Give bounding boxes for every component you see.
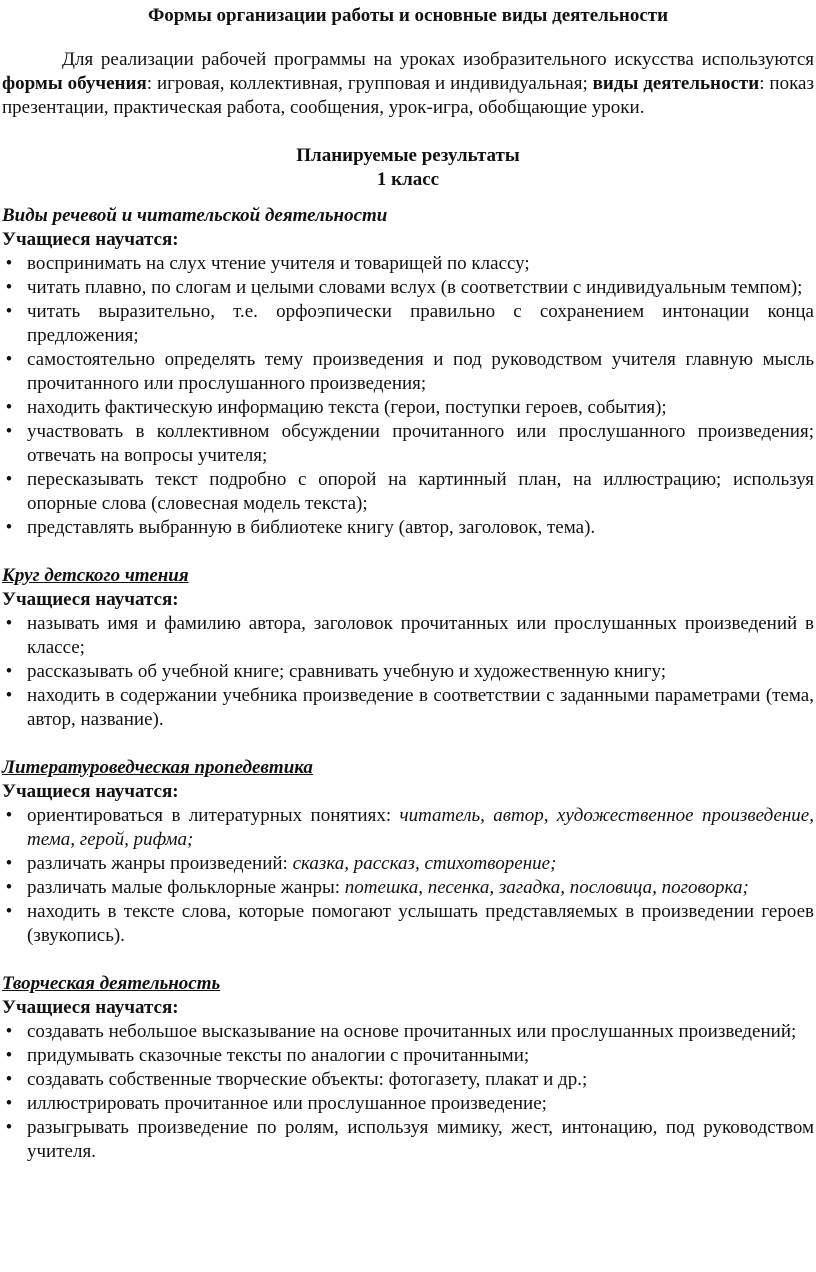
list-item-text: пересказывать текст подробно с опорой на картинный план, на иллюстрацию; используя опорные слова (словесная модель текста);: [27, 469, 814, 514]
bullet-icon: •: [5, 1117, 13, 1138]
list-item-text: находить фактическую информацию текста (герои, поступки героев, события);: [27, 397, 667, 418]
section-literary-propaedeutics: [2, 756, 814, 948]
list-item: [2, 660, 814, 684]
bullet-list: [2, 1020, 814, 1164]
list-item: [2, 900, 814, 948]
grade-label: 1 класс: [376, 169, 440, 190]
section-children-reading: [2, 564, 814, 732]
section-title: Творческая деятельность: [2, 973, 221, 994]
list-item: [2, 252, 814, 276]
list-item: [2, 684, 814, 732]
list-item-italic-terms: читатель, автор, художественное произведение, тема, герой, рифма;: [27, 805, 814, 850]
list-item-text: ориентироваться в литературных понятиях:: [27, 805, 400, 826]
intro-bold-activities: виды деятельности: [592, 73, 760, 94]
list-item-text: придумывать сказочные тексты по аналогии с прочитанными;: [27, 1045, 530, 1066]
section-title: Круг детского чтения: [2, 565, 189, 586]
list-item-text: читать выразительно, т.е. орфоэпически правильно с сохранением интонации конца предложения;: [27, 301, 814, 346]
intro-text-2: : игровая, коллективная, групповая и индивидуальная;: [146, 73, 593, 94]
list-item-text: участвовать в коллективном обсуждении прочитанного или прослушанного произведения; отвечать на вопросы учителя;: [27, 421, 814, 466]
intro-text-3: : показ презентации, практическая работа, сообщения, урок-игра, обобщающие уроки.: [2, 73, 814, 118]
list-item: [2, 420, 814, 468]
list-item-text: находить в тексте слова, которые помогают услышать представляемых в произведении героев (звукопись).: [27, 901, 814, 946]
section-title: Виды речевой и читательской деятельности: [2, 205, 388, 226]
intro-paragraph: [2, 48, 814, 120]
learn-label: Учащиеся научатся:: [2, 229, 179, 250]
bullet-icon: •: [5, 277, 13, 298]
list-item-text: читать плавно, по слогам и целыми словами вслух (в соответствии с индивидуальным темпом);: [27, 277, 803, 298]
bullet-icon: •: [5, 661, 13, 682]
list-item-text: разыгрывать произведение по ролям, используя мимику, жест, интонацию, под руководством учителя.: [27, 1117, 814, 1162]
bullet-icon: •: [5, 685, 13, 706]
bullet-icon: •: [5, 901, 13, 922]
bullet-icon: •: [5, 853, 13, 874]
results-heading: [2, 144, 814, 192]
learn-label: Учащиеся научатся:: [2, 997, 179, 1018]
list-item: [2, 1116, 814, 1164]
bullet-icon: •: [5, 1069, 13, 1090]
section-reading-activities: [2, 204, 814, 540]
list-item-text: представлять выбранную в библиотеке книгу (автор, заголовок, тема).: [27, 517, 596, 538]
list-item-italic-terms: сказка, рассказ, стихотворение;: [292, 853, 557, 874]
learn-label: Учащиеся научатся:: [2, 781, 179, 802]
list-item: [2, 1044, 814, 1068]
bullet-list: [2, 252, 814, 540]
list-item-text: различать малые фольклорные жанры:: [27, 877, 345, 898]
bullet-icon: •: [5, 1093, 13, 1114]
bullet-icon: •: [5, 421, 13, 442]
list-item-text: самостоятельно определять тему произведения и под руководством учителя главную мысль прочитанного или прослушанного произведения;: [27, 349, 814, 394]
list-item: [2, 516, 814, 540]
list-item-text: создавать собственные творческие объекты: фотогазету, плакат и др.;: [27, 1069, 588, 1090]
bullet-icon: •: [5, 1021, 13, 1042]
bullet-list: [2, 612, 814, 732]
section-creative-activity: [2, 972, 814, 1164]
list-item: [2, 348, 814, 396]
list-item-text: различать жанры произведений:: [27, 853, 293, 874]
list-item: [2, 300, 814, 348]
bullet-icon: •: [5, 253, 13, 274]
list-item: [2, 276, 814, 300]
document-title: Формы организации работы и основные виды деятельности: [147, 5, 669, 26]
section-title: Литературоведческая пропедевтика: [2, 757, 313, 778]
list-item-text: называть имя и фамилию автора, заголовок прочитанных или прослушанных произведений в классе;: [27, 613, 814, 658]
list-item: [2, 1092, 814, 1116]
list-item-text: воспринимать на слух чтение учителя и товарищей по классу;: [27, 253, 530, 274]
bullet-icon: •: [5, 805, 13, 826]
list-item: [2, 804, 814, 852]
intro-text-1: Для реализации рабочей программы на уроках изобразительного искусства используются: [62, 49, 814, 70]
list-item: [2, 1068, 814, 1092]
bullet-icon: •: [5, 1045, 13, 1066]
bullet-list: [2, 804, 814, 948]
list-item-text: иллюстрировать прочитанное или прослушанное произведение;: [27, 1093, 547, 1114]
bullet-icon: •: [5, 517, 13, 538]
bullet-icon: •: [5, 469, 13, 490]
list-item-text: рассказывать об учебной книге; сравнивать учебную и художественную книгу;: [27, 661, 667, 682]
list-item-text: создавать небольшое высказывание на основе прочитанных или прослушанных произведений;: [27, 1021, 797, 1042]
sections-container: [2, 204, 814, 1164]
bullet-icon: •: [5, 877, 13, 898]
list-item-text: находить в содержании учебника произведение в соответствии с заданными параметрами (тема, автор, название).: [27, 685, 814, 730]
list-item: [2, 396, 814, 420]
list-item: [2, 852, 814, 876]
bullet-icon: •: [5, 613, 13, 634]
learn-label: Учащиеся научатся:: [2, 589, 179, 610]
intro-bold-forms: формы обучения: [2, 73, 147, 94]
bullet-icon: •: [5, 301, 13, 322]
list-item: [2, 612, 814, 660]
bullet-icon: •: [5, 349, 13, 370]
list-item: [2, 1020, 814, 1044]
list-item: [2, 876, 814, 900]
list-item-italic-terms: потешка, песенка, загадка, пословица, поговорка;: [344, 877, 749, 898]
results-title: Планируемые результаты: [296, 145, 520, 166]
bullet-icon: •: [5, 397, 13, 418]
list-item: [2, 468, 814, 516]
